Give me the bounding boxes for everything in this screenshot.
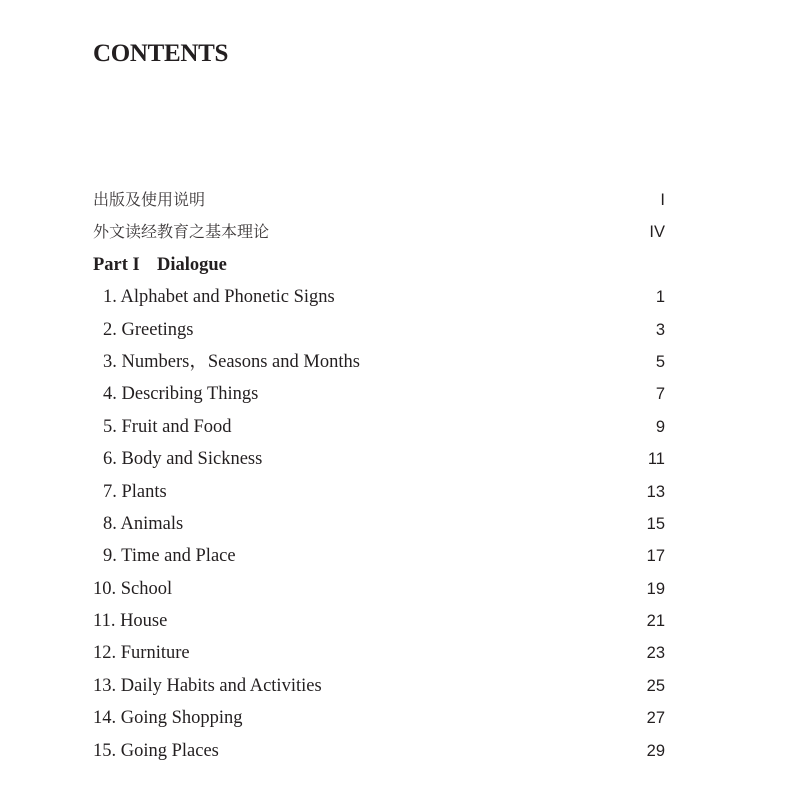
- toc-chapter-page-number: 15: [646, 514, 665, 533]
- toc-chapter-entry[interactable]: [93, 540, 665, 572]
- toc-chapter-page-number: 7: [655, 385, 665, 404]
- page-title: CONTENTS: [93, 40, 229, 67]
- toc-entry-page-number: I: [660, 191, 665, 209]
- toc-chapter-label: 11. House: [93, 611, 168, 632]
- toc-chapter-page-number: 23: [646, 644, 665, 663]
- toc-chapter-page-number: 11: [647, 450, 665, 469]
- toc-chapter-page-number: 17: [646, 547, 665, 566]
- toc-chapter-entry[interactable]: [93, 735, 665, 767]
- toc-chapter-label: 9. Time and Place: [103, 546, 236, 567]
- toc-chapter-label: 12. Furniture: [93, 643, 190, 664]
- toc-chapter-label: 3. Numbers，Seasons and Months: [103, 351, 360, 372]
- toc-chapter-page-number: 27: [646, 709, 665, 728]
- toc-chapter-label: 14. Going Shopping: [93, 708, 243, 729]
- toc-chapter-entry[interactable]: [93, 605, 665, 637]
- toc-chapter-label: 1. Alphabet and Phonetic Signs: [103, 287, 335, 308]
- toc-chapter-label: 10. School: [93, 578, 173, 599]
- toc-chapter-page-number: 5: [655, 352, 665, 371]
- toc-chapter-page-number: 3: [655, 320, 665, 339]
- toc-chapter-entry[interactable]: [93, 443, 665, 475]
- toc-chapter-entry[interactable]: [93, 378, 665, 410]
- toc-chapter-entry[interactable]: [93, 314, 665, 346]
- toc-chapter-label: 5. Fruit and Food: [103, 416, 232, 437]
- toc-chapter-label: 13. Daily Habits and Activities: [93, 675, 322, 696]
- toc-entry-label: 外文读经教育之基本理论: [93, 222, 270, 242]
- toc-chapter-page-number: 13: [646, 482, 665, 501]
- toc-entry-page-number: IV: [649, 223, 665, 242]
- toc-chapter-label: 7. Plants: [103, 481, 167, 502]
- toc-chapter-entry[interactable]: [93, 508, 665, 540]
- part-number: Part I: [93, 254, 140, 275]
- toc-entry-publishing-notes[interactable]: [93, 184, 665, 216]
- toc-chapter-page-number: 21: [646, 612, 665, 631]
- toc-part-heading: [93, 249, 665, 281]
- toc-chapter-entry[interactable]: [93, 670, 665, 702]
- toc-chapter-entry[interactable]: [93, 573, 665, 605]
- toc-chapter-label: 8. Animals: [103, 513, 184, 534]
- part-heading: [93, 249, 227, 281]
- toc-chapter-entry[interactable]: [93, 702, 665, 734]
- toc-chapter-label: 6. Body and Sickness: [103, 449, 263, 470]
- toc-chapter-page-number: 9: [655, 417, 665, 436]
- toc-chapter-page-number: 1: [655, 288, 665, 307]
- toc-entry-basic-theory[interactable]: [93, 216, 665, 248]
- toc-chapter-label: 4. Describing Things: [103, 384, 259, 405]
- toc-chapter-entry[interactable]: [93, 281, 665, 313]
- toc-chapter-page-number: 25: [646, 676, 665, 695]
- table-of-contents: [93, 184, 665, 767]
- toc-entry-label: 出版及使用说明: [93, 190, 206, 209]
- toc-chapter-page-number: 29: [646, 741, 665, 760]
- toc-chapter-label: 15. Going Places: [93, 740, 219, 761]
- toc-chapter-entry[interactable]: [93, 637, 665, 669]
- toc-chapter-entry[interactable]: [93, 346, 665, 378]
- toc-chapter-entry[interactable]: [93, 476, 665, 508]
- toc-chapter-page-number: 19: [646, 579, 665, 598]
- toc-chapter-entry[interactable]: [93, 411, 665, 443]
- part-title: Dialogue: [157, 254, 227, 275]
- toc-chapter-label: 2. Greetings: [103, 319, 194, 340]
